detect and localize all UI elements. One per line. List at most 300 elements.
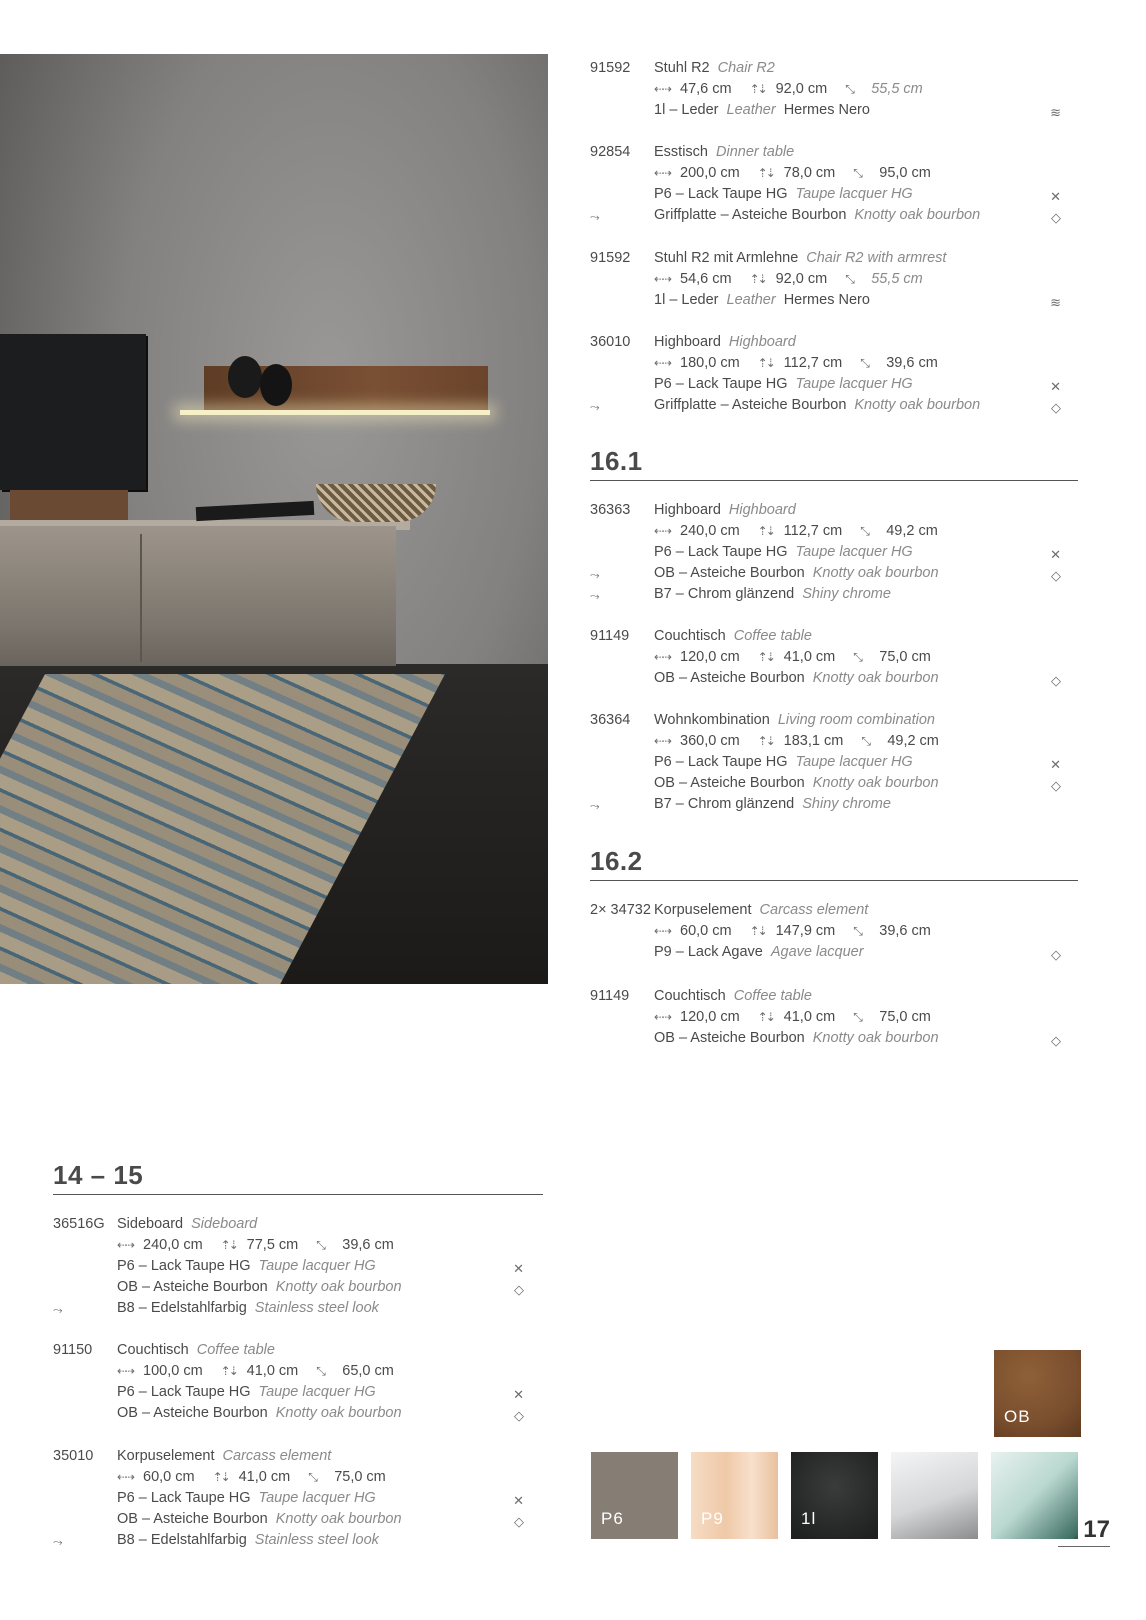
material-line — [53, 1256, 523, 1277]
dimension-value: 49,2 cm — [887, 733, 939, 749]
product-entry — [53, 1214, 523, 1319]
dimension-list — [654, 79, 941, 100]
dimension-list — [654, 163, 949, 184]
product-name — [654, 710, 935, 731]
swatch-p6 — [591, 1452, 678, 1539]
material-en: Knotty oak bourbon — [275, 1511, 402, 1527]
dimension-value: 75,0 cm — [879, 1009, 931, 1025]
material-text — [654, 563, 939, 584]
dimension-value: 95,0 cm — [879, 165, 931, 181]
material-line — [590, 205, 1060, 226]
product-entry — [590, 710, 1060, 815]
material-text — [654, 752, 913, 773]
product-name — [654, 626, 812, 647]
material-de: OB – Asteiche Bourbon — [117, 1279, 268, 1295]
material-de: B8 – Edelstahlfarbig — [117, 1300, 247, 1316]
product-name — [117, 1340, 275, 1361]
dimension — [861, 731, 939, 752]
product-header — [590, 332, 1060, 353]
page-number: 17 — [1083, 1516, 1110, 1543]
product-entry — [590, 986, 1060, 1049]
article-number: 35010 — [53, 1448, 94, 1464]
article-number: 36363 — [590, 502, 631, 518]
dimension — [853, 921, 931, 942]
article-number: 91149 — [590, 628, 630, 644]
height-icon: ⇡⇣ — [757, 734, 774, 748]
material-en: Knotty oak bourbon — [275, 1279, 402, 1295]
dimension-value: 120,0 cm — [680, 1009, 740, 1025]
width-icon: ⇠⇢ — [654, 82, 671, 96]
leather-icon: ≋ — [1050, 105, 1060, 120]
material-de: 1l – Leder — [654, 292, 719, 308]
section-rule — [590, 880, 1078, 881]
material-text — [117, 1277, 402, 1298]
wood-icon: ◇ — [1051, 400, 1060, 415]
material-de: P6 – Lack Taupe HG — [654, 544, 788, 560]
dimension-list — [654, 521, 956, 542]
product-name-de: Couchtisch — [117, 1342, 189, 1358]
material-text — [117, 1382, 376, 1403]
product-name-de: Stuhl R2 — [654, 60, 710, 76]
product-name — [654, 500, 796, 521]
depth-icon: ⤡ — [853, 650, 861, 664]
dimensions — [590, 1007, 1060, 1028]
material-text — [654, 794, 891, 815]
sideboard — [0, 526, 396, 666]
vase — [228, 356, 262, 398]
product-name — [654, 900, 868, 921]
swatch-label: OB — [1004, 1407, 1031, 1426]
dimensions — [590, 731, 1060, 752]
product-name-de: Couchtisch — [654, 628, 726, 644]
dimension-value: 77,5 cm — [246, 1237, 299, 1253]
dimension — [654, 79, 732, 100]
product-name-de: Esstisch — [654, 144, 708, 160]
material-line — [590, 584, 1060, 605]
product-header — [590, 58, 1060, 79]
dimension — [654, 921, 732, 942]
product-header — [53, 1446, 523, 1467]
product-name-en: Highboard — [728, 334, 796, 350]
interior-photo — [0, 54, 548, 984]
product-name-de: Korpuselement — [117, 1448, 215, 1464]
dimensions — [590, 353, 1060, 374]
product-header — [53, 1214, 523, 1235]
dimension-value: 183,1 cm — [783, 733, 844, 749]
product-name — [654, 986, 812, 1007]
article-number: 36010 — [590, 334, 631, 350]
swatch-glass — [991, 1452, 1078, 1539]
fitting-icon: ⤳ — [590, 210, 600, 224]
product-name — [654, 248, 946, 269]
material-text — [654, 395, 980, 416]
width-icon: ⇠⇢ — [654, 650, 671, 664]
material-text — [117, 1298, 379, 1319]
wood-icon: ◇ — [514, 1408, 523, 1423]
depth-icon: ⤡ — [316, 1238, 324, 1252]
product-name — [117, 1214, 257, 1235]
material-en: Knotty oak bourbon — [275, 1405, 402, 1421]
swatch-label: 1l — [801, 1509, 817, 1528]
width-icon: ⇠⇢ — [654, 356, 671, 370]
dimension-list — [117, 1361, 412, 1382]
material-en: Leather — [726, 102, 776, 118]
dimension — [750, 921, 836, 942]
product-entry — [53, 1446, 523, 1551]
dimension-value: 39,6 cm — [879, 923, 931, 939]
dimension — [654, 1007, 740, 1028]
fitting-icon: ⤳ — [590, 400, 600, 414]
depth-icon: ⤡ — [861, 734, 869, 748]
dimensions — [53, 1467, 523, 1488]
product-entry — [590, 58, 1060, 121]
material-de: OB – Asteiche Bourbon — [654, 1030, 805, 1046]
material-en: Taupe lacquer HG — [258, 1384, 376, 1400]
material-en: Taupe lacquer HG — [795, 376, 913, 392]
dimension — [221, 1361, 299, 1382]
leather-icon: ≋ — [1050, 295, 1060, 310]
article-number: 91592 — [590, 60, 631, 76]
lacquer-icon: ✕ — [1050, 379, 1060, 394]
product-header — [590, 710, 1060, 731]
material-de: OB – Asteiche Bourbon — [117, 1405, 268, 1421]
dimension — [860, 353, 938, 374]
lacquer-icon: ✕ — [1050, 189, 1060, 204]
section-rule — [53, 1194, 543, 1195]
product-name-en: Highboard — [728, 502, 796, 518]
width-icon: ⇠⇢ — [654, 1010, 671, 1024]
swatch-chrome — [891, 1452, 978, 1539]
material-de: B7 – Chrom glänzend — [654, 796, 795, 812]
material-line — [590, 942, 1060, 963]
material-de: OB – Asteiche Bourbon — [117, 1511, 268, 1527]
material-en: Knotty oak bourbon — [812, 1030, 939, 1046]
material-en: Knotty oak bourbon — [812, 565, 939, 581]
dimension — [758, 521, 843, 542]
product-name-de: Korpuselement — [654, 902, 752, 918]
product-entry — [590, 248, 1060, 311]
material-en: Taupe lacquer HG — [258, 1258, 376, 1274]
height-icon: ⇡⇣ — [212, 1470, 229, 1484]
dimension-value: 65,0 cm — [342, 1363, 394, 1379]
dimension — [654, 731, 740, 752]
dimension-value: 120,0 cm — [680, 649, 740, 665]
dimension-list — [654, 921, 949, 942]
lacquer-icon: ✕ — [1050, 757, 1060, 772]
material-text — [654, 374, 913, 395]
fitting-icon: ⤳ — [590, 799, 600, 813]
dimension — [316, 1235, 394, 1256]
dimension-value: 92,0 cm — [775, 81, 828, 97]
dimension — [654, 163, 740, 184]
shelf-light — [180, 410, 490, 415]
dimension-list — [654, 731, 957, 752]
product-name-de: Couchtisch — [654, 988, 726, 1004]
article-number: 91592 — [590, 250, 631, 266]
height-icon: ⇡⇣ — [749, 272, 766, 286]
depth-icon: ⤡ — [853, 924, 861, 938]
product-entry — [53, 1340, 523, 1424]
dimension-list — [654, 269, 941, 290]
dimension — [750, 79, 828, 100]
depth-icon: ⤡ — [853, 166, 861, 180]
dimension-value: 39,6 cm — [886, 355, 938, 371]
section-title-16-1: 16.1 — [590, 446, 643, 476]
material-de: Griffplatte – Asteiche Bourbon — [654, 397, 847, 413]
material-de: P6 – Lack Taupe HG — [117, 1490, 251, 1506]
material-text — [654, 773, 939, 794]
width-icon: ⇠⇢ — [117, 1470, 134, 1484]
product-entry — [590, 142, 1060, 226]
dimension-value: 47,6 cm — [680, 81, 732, 97]
material-text — [654, 942, 864, 963]
material-text — [117, 1530, 379, 1551]
dimension — [853, 1007, 931, 1028]
dimension-value: 200,0 cm — [680, 165, 740, 181]
dimension-value: 41,0 cm — [783, 1009, 836, 1025]
depth-icon: ⤡ — [845, 82, 853, 96]
material-text — [654, 668, 939, 689]
dimension — [654, 521, 740, 542]
dimension — [853, 163, 931, 184]
swatch-1l — [791, 1452, 878, 1539]
width-icon: ⇠⇢ — [654, 524, 671, 538]
product-name-en: Chair R2 — [717, 60, 775, 76]
dimension-value: 55,5 cm — [871, 271, 923, 287]
material-text — [117, 1256, 376, 1277]
fitting-icon: ⤳ — [590, 568, 600, 582]
product-name — [654, 142, 794, 163]
product-name-de: Sideboard — [117, 1216, 184, 1232]
material-line — [590, 374, 1060, 395]
dimension — [758, 647, 836, 668]
section-rule — [590, 480, 1078, 481]
dimension-value: 112,7 cm — [783, 523, 843, 539]
dimension-value: 240,0 cm — [143, 1237, 203, 1253]
product-name-en: Carcass element — [222, 1448, 332, 1464]
material-en: Shiny chrome — [802, 796, 891, 812]
matt-lacquer-icon: ◇ — [1051, 947, 1060, 962]
dimension-value: 75,0 cm — [879, 649, 931, 665]
material-text — [654, 542, 913, 563]
dimension — [316, 1361, 394, 1382]
dimension-value: 60,0 cm — [143, 1469, 195, 1485]
material-en: Knotty oak bourbon — [812, 775, 939, 791]
dimensions — [590, 521, 1060, 542]
material-line — [590, 1028, 1060, 1049]
section-title-14-15: 14 – 15 — [53, 1160, 144, 1190]
swatch-label: P9 — [701, 1509, 724, 1528]
depth-icon: ⤡ — [853, 1010, 861, 1024]
article-number: 92854 — [590, 144, 631, 160]
material-de: OB – Asteiche Bourbon — [654, 775, 805, 791]
material-de: P6 – Lack Taupe HG — [654, 754, 788, 770]
fitting-icon: ⤳ — [53, 1303, 63, 1317]
product-entry — [590, 900, 1060, 963]
width-icon: ⇠⇢ — [117, 1238, 134, 1252]
dimension — [213, 1467, 291, 1488]
material-line — [53, 1298, 523, 1319]
dimension-value: 92,0 cm — [775, 271, 828, 287]
dimension — [845, 79, 923, 100]
dimension-value: 55,5 cm — [871, 81, 923, 97]
dimension — [758, 163, 836, 184]
dimension-value: 49,2 cm — [886, 523, 938, 539]
dimensions — [590, 163, 1060, 184]
height-icon: ⇡⇣ — [757, 524, 774, 538]
height-icon: ⇡⇣ — [220, 1364, 237, 1378]
product-name-en: Living room combination — [777, 712, 935, 728]
product-header — [590, 142, 1060, 163]
sideboard-split — [140, 534, 142, 662]
product-name-en: Coffee table — [733, 628, 812, 644]
dimension-list — [654, 353, 956, 374]
product-name-en: Coffee table — [196, 1342, 275, 1358]
material-text — [117, 1509, 402, 1530]
dimension-value: 41,0 cm — [246, 1363, 299, 1379]
dimensions — [590, 79, 1060, 100]
material-line — [53, 1530, 523, 1551]
depth-icon: ⤡ — [316, 1364, 324, 1378]
product-entry — [590, 332, 1060, 416]
wood-icon: ◇ — [1051, 1033, 1060, 1048]
product-name-de: Highboard — [654, 502, 721, 518]
dimension-value: 240,0 cm — [680, 523, 740, 539]
height-icon: ⇡⇣ — [757, 1010, 774, 1024]
product-header — [590, 900, 1060, 921]
wood-icon: ◇ — [1051, 673, 1060, 688]
depth-icon: ⤡ — [845, 272, 853, 286]
dimension — [853, 647, 931, 668]
material-de: P6 – Lack Taupe HG — [654, 186, 788, 202]
dimension-list — [117, 1235, 412, 1256]
dimension-list — [117, 1467, 404, 1488]
dimensions — [590, 269, 1060, 290]
product-header — [590, 626, 1060, 647]
width-icon: ⇠⇢ — [654, 924, 671, 938]
material-de: 1l – Leder — [654, 102, 719, 118]
dimension-value: 41,0 cm — [783, 649, 836, 665]
material-en: Shiny chrome — [802, 586, 891, 602]
product-header — [590, 248, 1060, 269]
material-line — [53, 1277, 523, 1298]
product-name-de: Highboard — [654, 334, 721, 350]
product-header — [590, 986, 1060, 1007]
product-name — [654, 58, 775, 79]
dimension-value: 54,6 cm — [680, 271, 732, 287]
material-line — [590, 184, 1060, 205]
material-text — [654, 100, 870, 121]
article-number: 91150 — [53, 1342, 93, 1358]
swatch-ob — [994, 1350, 1081, 1437]
height-icon: ⇡⇣ — [757, 650, 774, 664]
material-text — [654, 184, 913, 205]
dimension-value: 41,0 cm — [238, 1469, 291, 1485]
dimension — [860, 521, 938, 542]
dimension — [221, 1235, 299, 1256]
dimension-value: 60,0 cm — [680, 923, 732, 939]
book — [196, 501, 315, 521]
material-en: Agave lacquer — [770, 944, 864, 960]
dimension-value: 147,9 cm — [775, 923, 836, 939]
height-icon: ⇡⇣ — [749, 82, 766, 96]
width-icon: ⇠⇢ — [117, 1364, 134, 1378]
product-entry — [590, 626, 1060, 689]
material-text — [117, 1403, 402, 1424]
material-line — [590, 794, 1060, 815]
height-icon: ⇡⇣ — [757, 356, 774, 370]
dimension — [758, 353, 843, 374]
material-de: P6 – Lack Taupe HG — [117, 1384, 251, 1400]
fitting-icon: ⤳ — [53, 1535, 63, 1549]
material-text — [654, 290, 870, 311]
dimension — [654, 647, 740, 668]
material-de: B8 – Edelstahlfarbig — [117, 1532, 247, 1548]
material-en: Knotty oak bourbon — [854, 207, 981, 223]
dimension — [654, 353, 740, 374]
depth-icon: ⤡ — [860, 524, 868, 538]
material-line — [53, 1403, 523, 1424]
swatch-p9 — [691, 1452, 778, 1539]
dimension — [845, 269, 923, 290]
material-line — [590, 542, 1060, 563]
material-line — [53, 1382, 523, 1403]
material-de: B7 – Chrom glänzend — [654, 586, 795, 602]
material-en: Knotty oak bourbon — [812, 670, 939, 686]
material-en: Taupe lacquer HG — [795, 186, 913, 202]
material-de: OB – Asteiche Bourbon — [654, 565, 805, 581]
tv-screen — [0, 334, 146, 490]
dimension — [308, 1467, 386, 1488]
product-header — [53, 1340, 523, 1361]
dimensions — [590, 647, 1060, 668]
dimension-list — [654, 647, 949, 668]
material-en: Taupe lacquer HG — [795, 754, 913, 770]
width-icon: ⇠⇢ — [654, 734, 671, 748]
width-icon: ⇠⇢ — [654, 166, 671, 180]
dimensions — [53, 1235, 523, 1256]
dimension-value: 75,0 cm — [334, 1469, 386, 1485]
dimension-value: 100,0 cm — [143, 1363, 203, 1379]
lacquer-icon: ✕ — [513, 1387, 523, 1402]
wood-icon: ◇ — [1051, 210, 1060, 225]
dimension — [758, 731, 844, 752]
section-title-16-2: 16.2 — [590, 846, 643, 876]
material-en: Stainless steel look — [254, 1300, 379, 1316]
material-line — [590, 100, 1060, 121]
dimension-list — [654, 1007, 949, 1028]
product-name-en: Carcass element — [759, 902, 869, 918]
wood-icon: ◇ — [1051, 778, 1060, 793]
wood-icon: ◇ — [514, 1282, 523, 1297]
height-icon: ⇡⇣ — [757, 166, 774, 180]
depth-icon: ⤡ — [860, 356, 868, 370]
product-name-en: Dinner table — [716, 144, 795, 160]
material-de: Griffplatte – Asteiche Bourbon — [654, 207, 847, 223]
swatch-label: P6 — [601, 1509, 624, 1528]
height-icon: ⇡⇣ — [749, 924, 766, 938]
height-icon: ⇡⇣ — [220, 1238, 237, 1252]
dimension-value: 39,6 cm — [342, 1237, 394, 1253]
dimension — [654, 269, 732, 290]
dimension — [117, 1361, 203, 1382]
product-name-de: Wohnkombination — [654, 712, 770, 728]
product-name — [654, 332, 796, 353]
material-text — [654, 584, 891, 605]
dimension-value: 180,0 cm — [680, 355, 740, 371]
material-en: Taupe lacquer HG — [795, 544, 913, 560]
article-number: 91149 — [590, 988, 630, 1004]
